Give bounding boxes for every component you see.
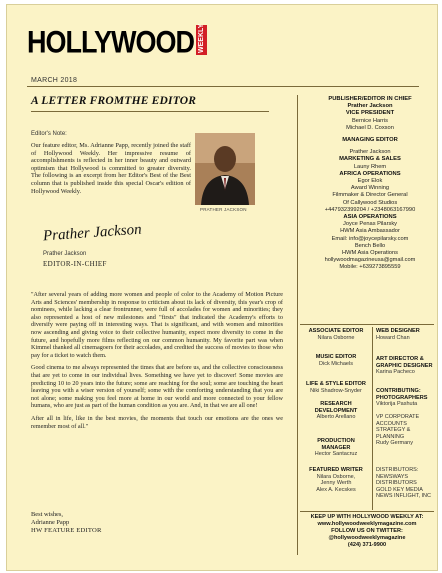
letter-body [31,291,283,435]
staff-cell-heading: FEATURED WRITER [309,467,363,473]
twitter-handle[interactable]: @hollywoodweeklymagazine [328,535,406,541]
column-divider [297,95,298,555]
staff-cell-heading: RESEARCH DEVELOPMENT [314,401,358,414]
staff-cell-heading: CONTRIBUTING: PHOTOGRAPHERS [376,388,428,401]
staff-cell-entry: DISTRIBUTORS: [376,467,419,473]
staff-grid-bottom-rule [300,511,434,512]
staff-entry: Michael D. Coxson [346,124,394,131]
masthead-logo [27,25,207,65]
staff-cell-entry: Niki Shadrow-Snyder [310,387,362,394]
letter-header [31,95,293,112]
editors-note-label: Editor's Note: [31,131,67,137]
closing-role: HW FEATURE EDITOR [31,527,102,534]
logo-wordmark: HOLLYWOOD [27,25,195,60]
editor-photo-image [195,133,255,205]
staff-cell-heading: PRODUCTION MANAGER [317,438,355,451]
staff-grid-divider [372,327,373,510]
signer-title: EDITOR-IN-CHIEF [43,260,107,268]
staff-cell [303,401,369,421]
contact-footer [300,514,434,549]
logo-tag: WEEKLY [198,23,206,53]
staff-heading: Prather Jackson [347,103,393,110]
staff-masthead-top [300,96,438,272]
photo-caption: PRATHER JACKSON [200,207,247,212]
staff-cell-entry: Karina Pacheco [376,369,415,376]
website-link[interactable]: www.hollywoodweeklymagazine.com [317,521,417,527]
staff-entry: Joyce Penas Pilarsky [342,221,398,228]
staff-cell-entry: Howard Chan [376,334,410,341]
staff-entry: Launy Rhem [353,163,387,170]
staff-cell [303,467,369,493]
letter-paragraph-2: Good cinema to me always represented the times that are before us, and the collective consciousness that are yet to come in our individual lives. Something we have yet to discover! Some movies are predicting 10 to 20 years into the future; some are reaching for the soul; some are touching the heart leaving you with a wiser version of yourself; some with the comforting understanding that you are not alone; some making you feel more at home in our world and more connected to your fellow humans, who are just as part of the human condition as you are. And, in that we are all one! [31,364,283,410]
staff-cell [303,381,369,394]
staff-cell [376,388,438,408]
letter-paragraph-1: "After several years of adding more women and people of color to the Academy of Motion Picture Arts and Sciences' membership in response to criticism about its lack of diversity, this year's crop of nominees, while lacking a clear frontrunner, were full of accolades for women and minorities; they also represented a host of new milestones and "firsts" that indicated the Academy's efforts to diversify were paying off in interesting ways. That is significant, and with women and minorities now ascending and giving voice to their collective humanity, expect more diversity to come in the future, and hopefully more films reflecting on our common humanity. My favorite part was when Kimmel thanked all cinemagoers for their accolades, and credited the success of movies to those who pay for a ticket to watch them. [31,291,283,359]
staff-cell-entry: NEWSWAYS DISTRIBUTORS [376,473,417,487]
staff-cell-entry: GOLD KEY MEDIA [376,486,423,493]
staff-cell-entry: Alex A. Kecskes [316,486,356,493]
closing-salutation: Best wishes, [31,511,63,518]
staff-entry: Bench Bello [354,242,386,249]
staff-heading: AFRICA OPERATIONS [339,170,401,177]
staff-cell [376,328,438,341]
headline-divider [31,111,269,112]
editors-note-text: Our feature editor, Ms. Adrianne Papp, recently joined the staff of Hollywood Weekly. Her impressive resume of accomplishments is reflected in her inner beauty and outward optimism that Hollywood is committed to greater diversity. The following is an excerpt from her Editor's Best of the Best column that is published inside this special Oscar's edition of Hollywood Weekly. [31,142,191,195]
staff-cell [303,354,369,367]
staff-entry: HWM Asia Ambassador [340,228,400,235]
staff-cell-entry: STRATEGY & PLANNING [376,427,411,440]
letter-closing [31,511,102,535]
staff-cell-heading: WEB DESIGNER [376,328,420,334]
footer-line-1: KEEP UP WITH HOLLYWOOD WEEKLY AT: [310,514,424,520]
staff-cell [303,328,369,341]
staff-cell-entry: NEWS INFLIGHT, INC [376,493,432,500]
staff-heading: PUBLISHER/EDITOR IN CHIEF [328,96,412,102]
staff-entry: Mobile: +639273895559 [339,264,401,271]
staff-entry: Bernice Harris [351,117,389,124]
staff-cell-entry: Hector Santacruz [314,451,358,458]
footer-line-3: FOLLOW US ON TWITTER: [331,528,403,534]
staff-entry: Egor Elok [357,178,383,185]
magazine-page [6,4,438,571]
staff-cell-entry: Rudy Germany [376,440,413,447]
phone-number: (424) 371-9900 [347,542,387,548]
staff-heading: ASIA OPERATIONS [343,214,397,221]
staff-entry: hollywoodmagazineusa@gmail.com [324,257,416,264]
editor-signature: Prather Jackson [42,221,143,245]
staff-cell [376,356,438,376]
staff-cell [303,438,369,458]
staff-cell-heading: ASSOCIATE EDITOR [308,328,364,334]
staff-entry: Prather Jackson [349,149,391,156]
header-divider [27,86,419,87]
signer-name: Prather Jackson [43,251,87,257]
letter-paragraph-3: After all in life, like in the best movies, the moments that touch our emotions are the ones we remember most of all." [31,414,283,430]
staff-grid-top-rule [300,324,434,325]
staff-cell-entry: Nilara Osborne, [316,473,356,480]
staff-heading: VICE PRESIDENT [345,110,395,117]
staff-entry: Award Winning [350,185,390,192]
staff-cell-entry: Nilara Osborne [317,334,355,341]
staff-cell-entry: Dick Michaels [319,360,353,367]
staff-entry: +447932399204 / +2348063167990 [324,206,416,213]
issue-date: MARCH 2018 [31,77,78,84]
staff-cell-heading: LIFE & STYLE EDITOR [306,381,366,387]
staff-cell-entry: Alberto Arellano [316,414,356,421]
editor-photo [195,133,255,205]
staff-heading: MANAGING EDITOR [342,137,398,144]
closing-name: Adrianne Papp [31,519,70,526]
staff-cell [376,467,438,500]
staff-cell-entry: Viktorija Pashuta [376,401,418,408]
staff-cell-entry: Jenny Werth [320,480,352,487]
staff-entry: Email: info@joycepilarsky.com [331,235,409,242]
staff-entry: Filmmaker & Director General [332,192,408,199]
staff-entry: Of Callywood Studios [342,199,398,206]
staff-cell-heading: ART DIRECTOR & GRAPHIC DESIGNER [376,356,433,369]
staff-heading: MARKETING & SALES [339,156,401,163]
staff-entry: HWM Asia Operations [342,250,398,257]
staff-cell-entry: VP CORPORATE ACCOUNTS [376,414,420,427]
staff-cell [376,414,438,447]
letter-headline: A LETTER FROMTHE EDITOR [31,95,197,107]
staff-cell-heading: MUSIC EDITOR [315,354,357,360]
